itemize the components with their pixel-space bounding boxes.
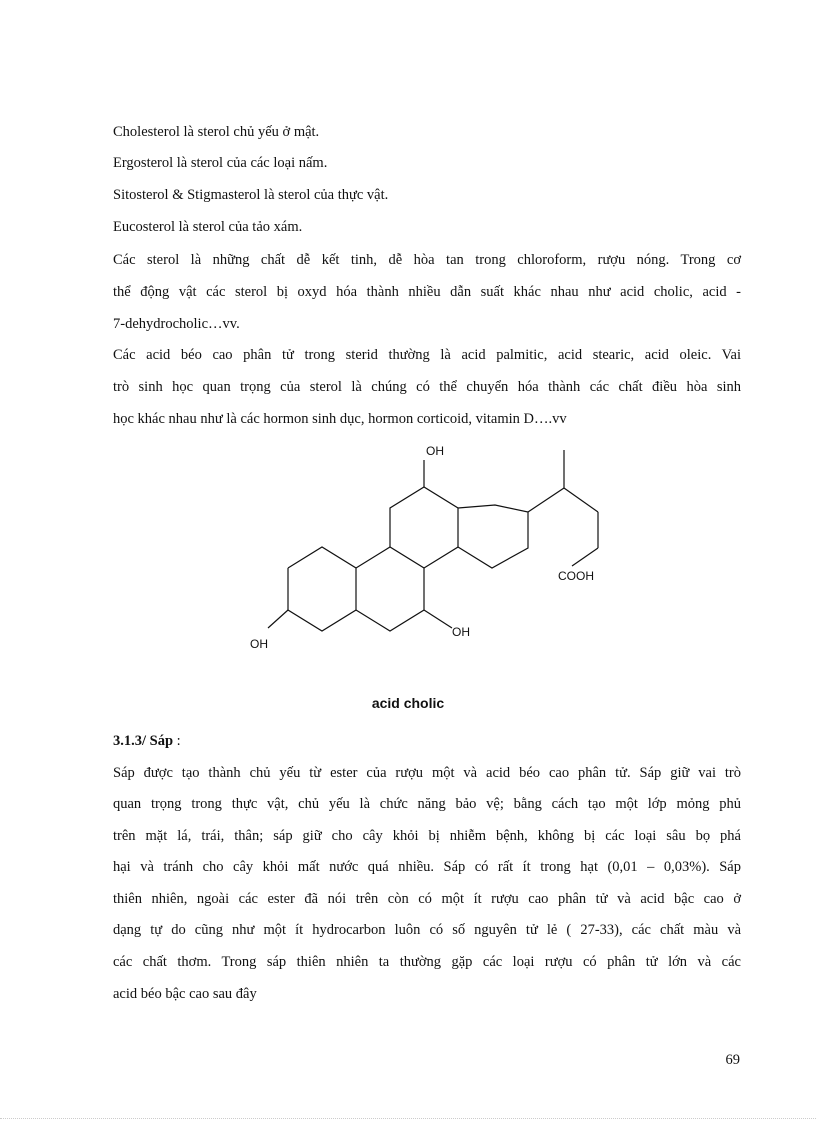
text-line-sterol-properties-2: thể động vật các sterol bị oxyd hóa thành nhiều dẫn suất khác nhau như acid cholic, acid - <box>113 284 741 300</box>
cooh-label: COOH <box>558 569 594 583</box>
text-line-cholesterol: Cholesterol là sterol chủ yếu ở mật. <box>113 124 320 140</box>
paragraph-line-1: Sáp được tạo thành chủ yếu từ ester của rượu một và acid béo cao phân tử. Sáp giữ vai trò <box>113 765 741 781</box>
paragraph-line-7: các chất thơm. Trong sáp thiên nhiên ta thường gặp các loại rượu có phân tử lớn và các <box>113 954 741 970</box>
section-suffix: : <box>176 733 181 749</box>
page-bottom-divider <box>0 1118 816 1119</box>
oh-right-label: OH <box>452 625 470 639</box>
paragraph-line-6: dạng tự do cũng như một ít hydrocarbon luôn có số nguyên tử lẻ ( 27-33), các chất màu và <box>113 922 741 938</box>
paragraph-line-5: thiên nhiên, ngoài các ester đã nói trên còn có một ít rượu cao phân tử và acid bậc cao ở <box>113 891 741 907</box>
text-line-sitosterol: Sitosterol & Stigmasterol là sterol của thực vật. <box>113 187 389 203</box>
section-heading <box>113 731 741 751</box>
text-line-acid-2: trò sinh học quan trọng của sterol là chúng có thể chuyển hóa thành các chất điều hòa sinh <box>113 379 741 395</box>
oh-left-label: OH <box>250 637 268 651</box>
paragraph-line-8: acid béo bậc cao sau đây <box>113 986 257 1002</box>
oh-top-label: OH <box>426 444 444 458</box>
text-line-acid-3: học khác nhau như là các hormon sinh dục, hormon corticoid, vitamin D….vv <box>113 411 567 427</box>
figure-caption: acid cholic <box>371 695 445 711</box>
page-number: 69 <box>725 1052 740 1068</box>
text-line-sterol-properties-3: 7-dehydrocholic…vv. <box>113 316 240 332</box>
text-line-sterol-properties-1: Các sterol là những chất dễ kết tinh, dễ hòa tan trong chloroform, rượu nóng. Trong cơ <box>113 252 741 268</box>
acid-cholic-structure-diagram <box>240 438 620 658</box>
text-line-ergosterol: Ergosterol là sterol của các loại nấm. <box>113 155 328 171</box>
text-line-eucosterol: Eucosterol là sterol của tảo xám. <box>113 219 303 235</box>
section-number: 3.1.3/ Sáp <box>113 733 174 749</box>
paragraph-line-2: quan trọng trong thực vật, chủ yếu là chức năng bảo vệ; bằng cách tạo một lớp mỏng phủ <box>113 796 741 812</box>
text-line-acid-1: Các acid béo cao phân tử trong sterid thường là acid palmitic, acid stearic, acid oleic. Vai <box>113 347 741 363</box>
structure-bonds <box>268 450 598 631</box>
paragraph-line-3: trên mặt lá, trái, thân; sáp giữ cho cây khỏi bị nhiễm bệnh, không bị các loại sâu bọ phá <box>113 828 741 844</box>
paragraph-line-4: hại và tránh cho cây khỏi mất nước quá nhiều. Sáp có rất ít trong hạt (0,01 – 0,03%). Sáp <box>113 859 741 875</box>
